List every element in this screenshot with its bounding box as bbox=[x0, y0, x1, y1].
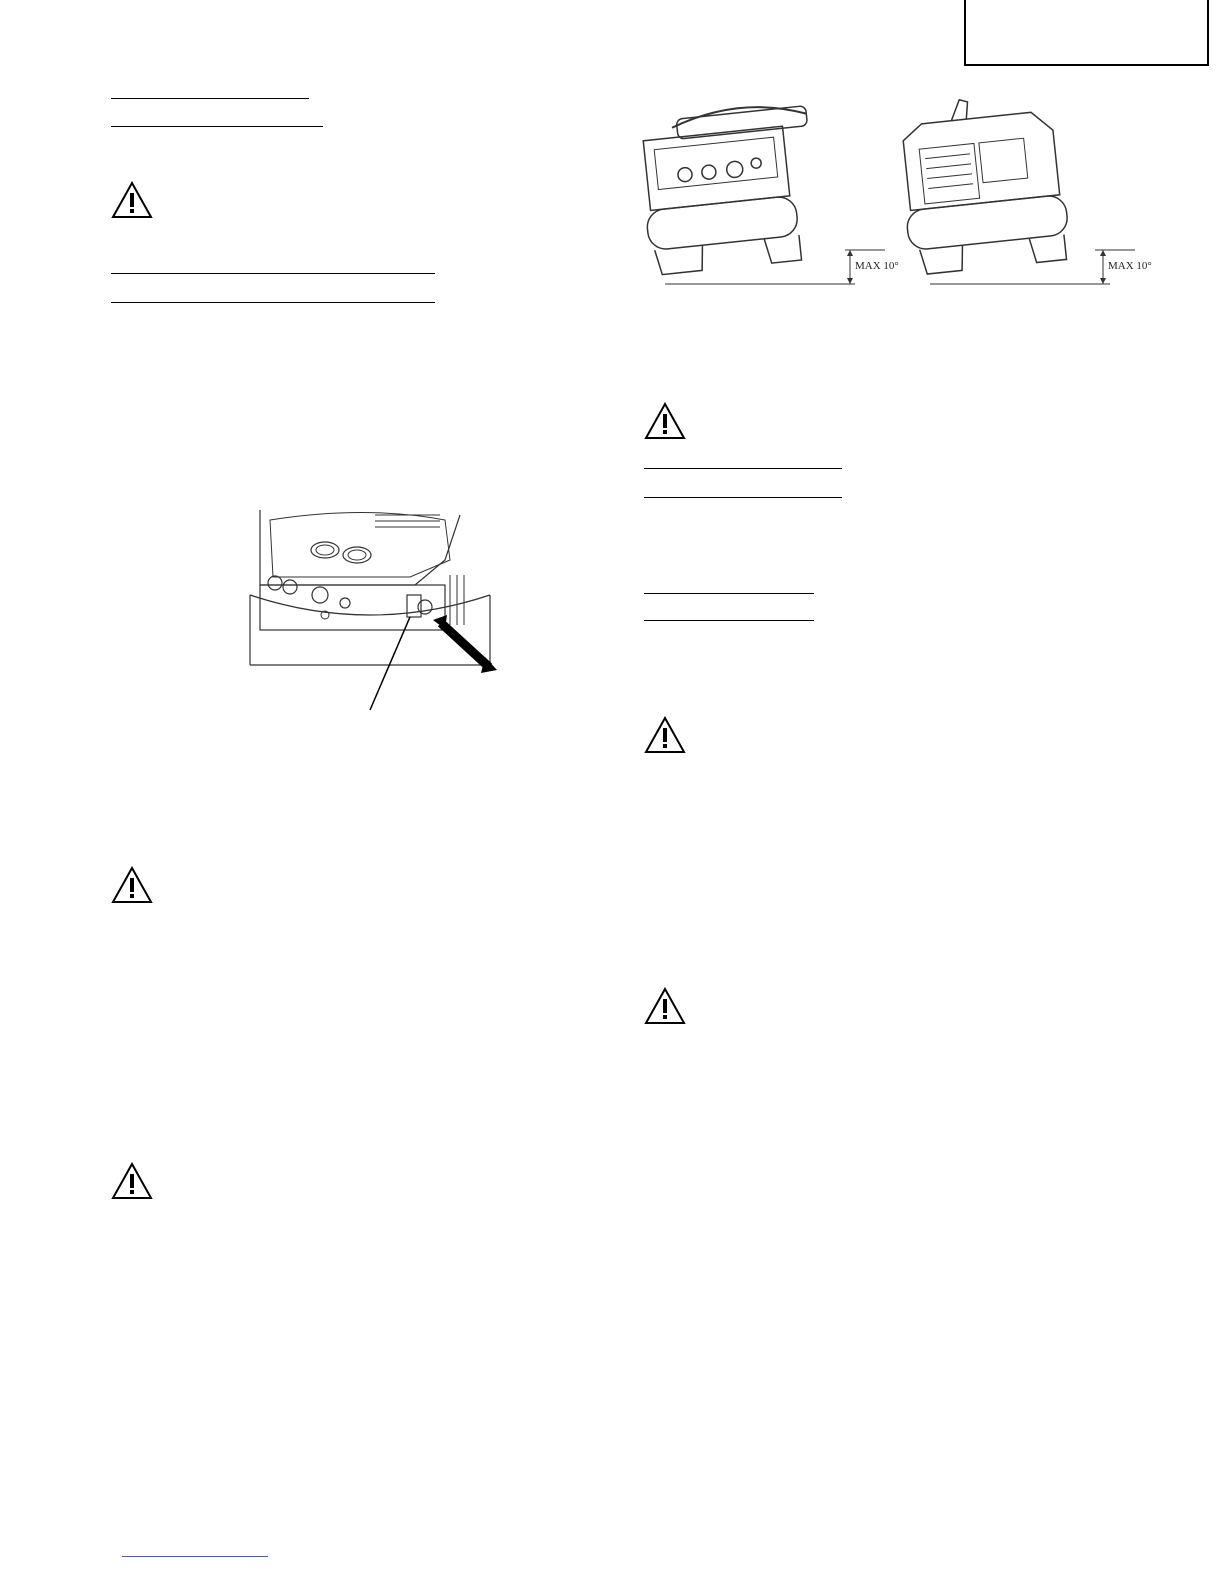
heading-underline-3b bbox=[644, 497, 842, 498]
warning-triangle-icon bbox=[111, 181, 153, 219]
heading-underline-1a bbox=[111, 98, 309, 99]
tilt-diagram-figure bbox=[640, 90, 1160, 290]
heading-underline-1b bbox=[111, 126, 323, 127]
warning-triangle-icon bbox=[111, 866, 153, 904]
heading-underline-2a bbox=[111, 273, 435, 274]
footer-link-underline[interactable] bbox=[122, 1556, 268, 1557]
header-box bbox=[964, 0, 1209, 66]
heading-underline-3a bbox=[644, 468, 842, 469]
heading-underline-4b bbox=[644, 620, 814, 621]
heading-underline-2b bbox=[111, 302, 435, 303]
tilt-side-max-label: MAX 10° bbox=[1108, 260, 1152, 272]
warning-triangle-icon bbox=[644, 716, 686, 754]
warning-triangle-icon bbox=[644, 987, 686, 1025]
tilt-front-max-label: MAX 10° bbox=[855, 260, 899, 272]
warning-triangle-icon bbox=[644, 402, 686, 440]
valve-closeup-figure bbox=[245, 505, 500, 715]
heading-underline-4a bbox=[644, 593, 814, 594]
warning-triangle-icon bbox=[111, 1162, 153, 1200]
